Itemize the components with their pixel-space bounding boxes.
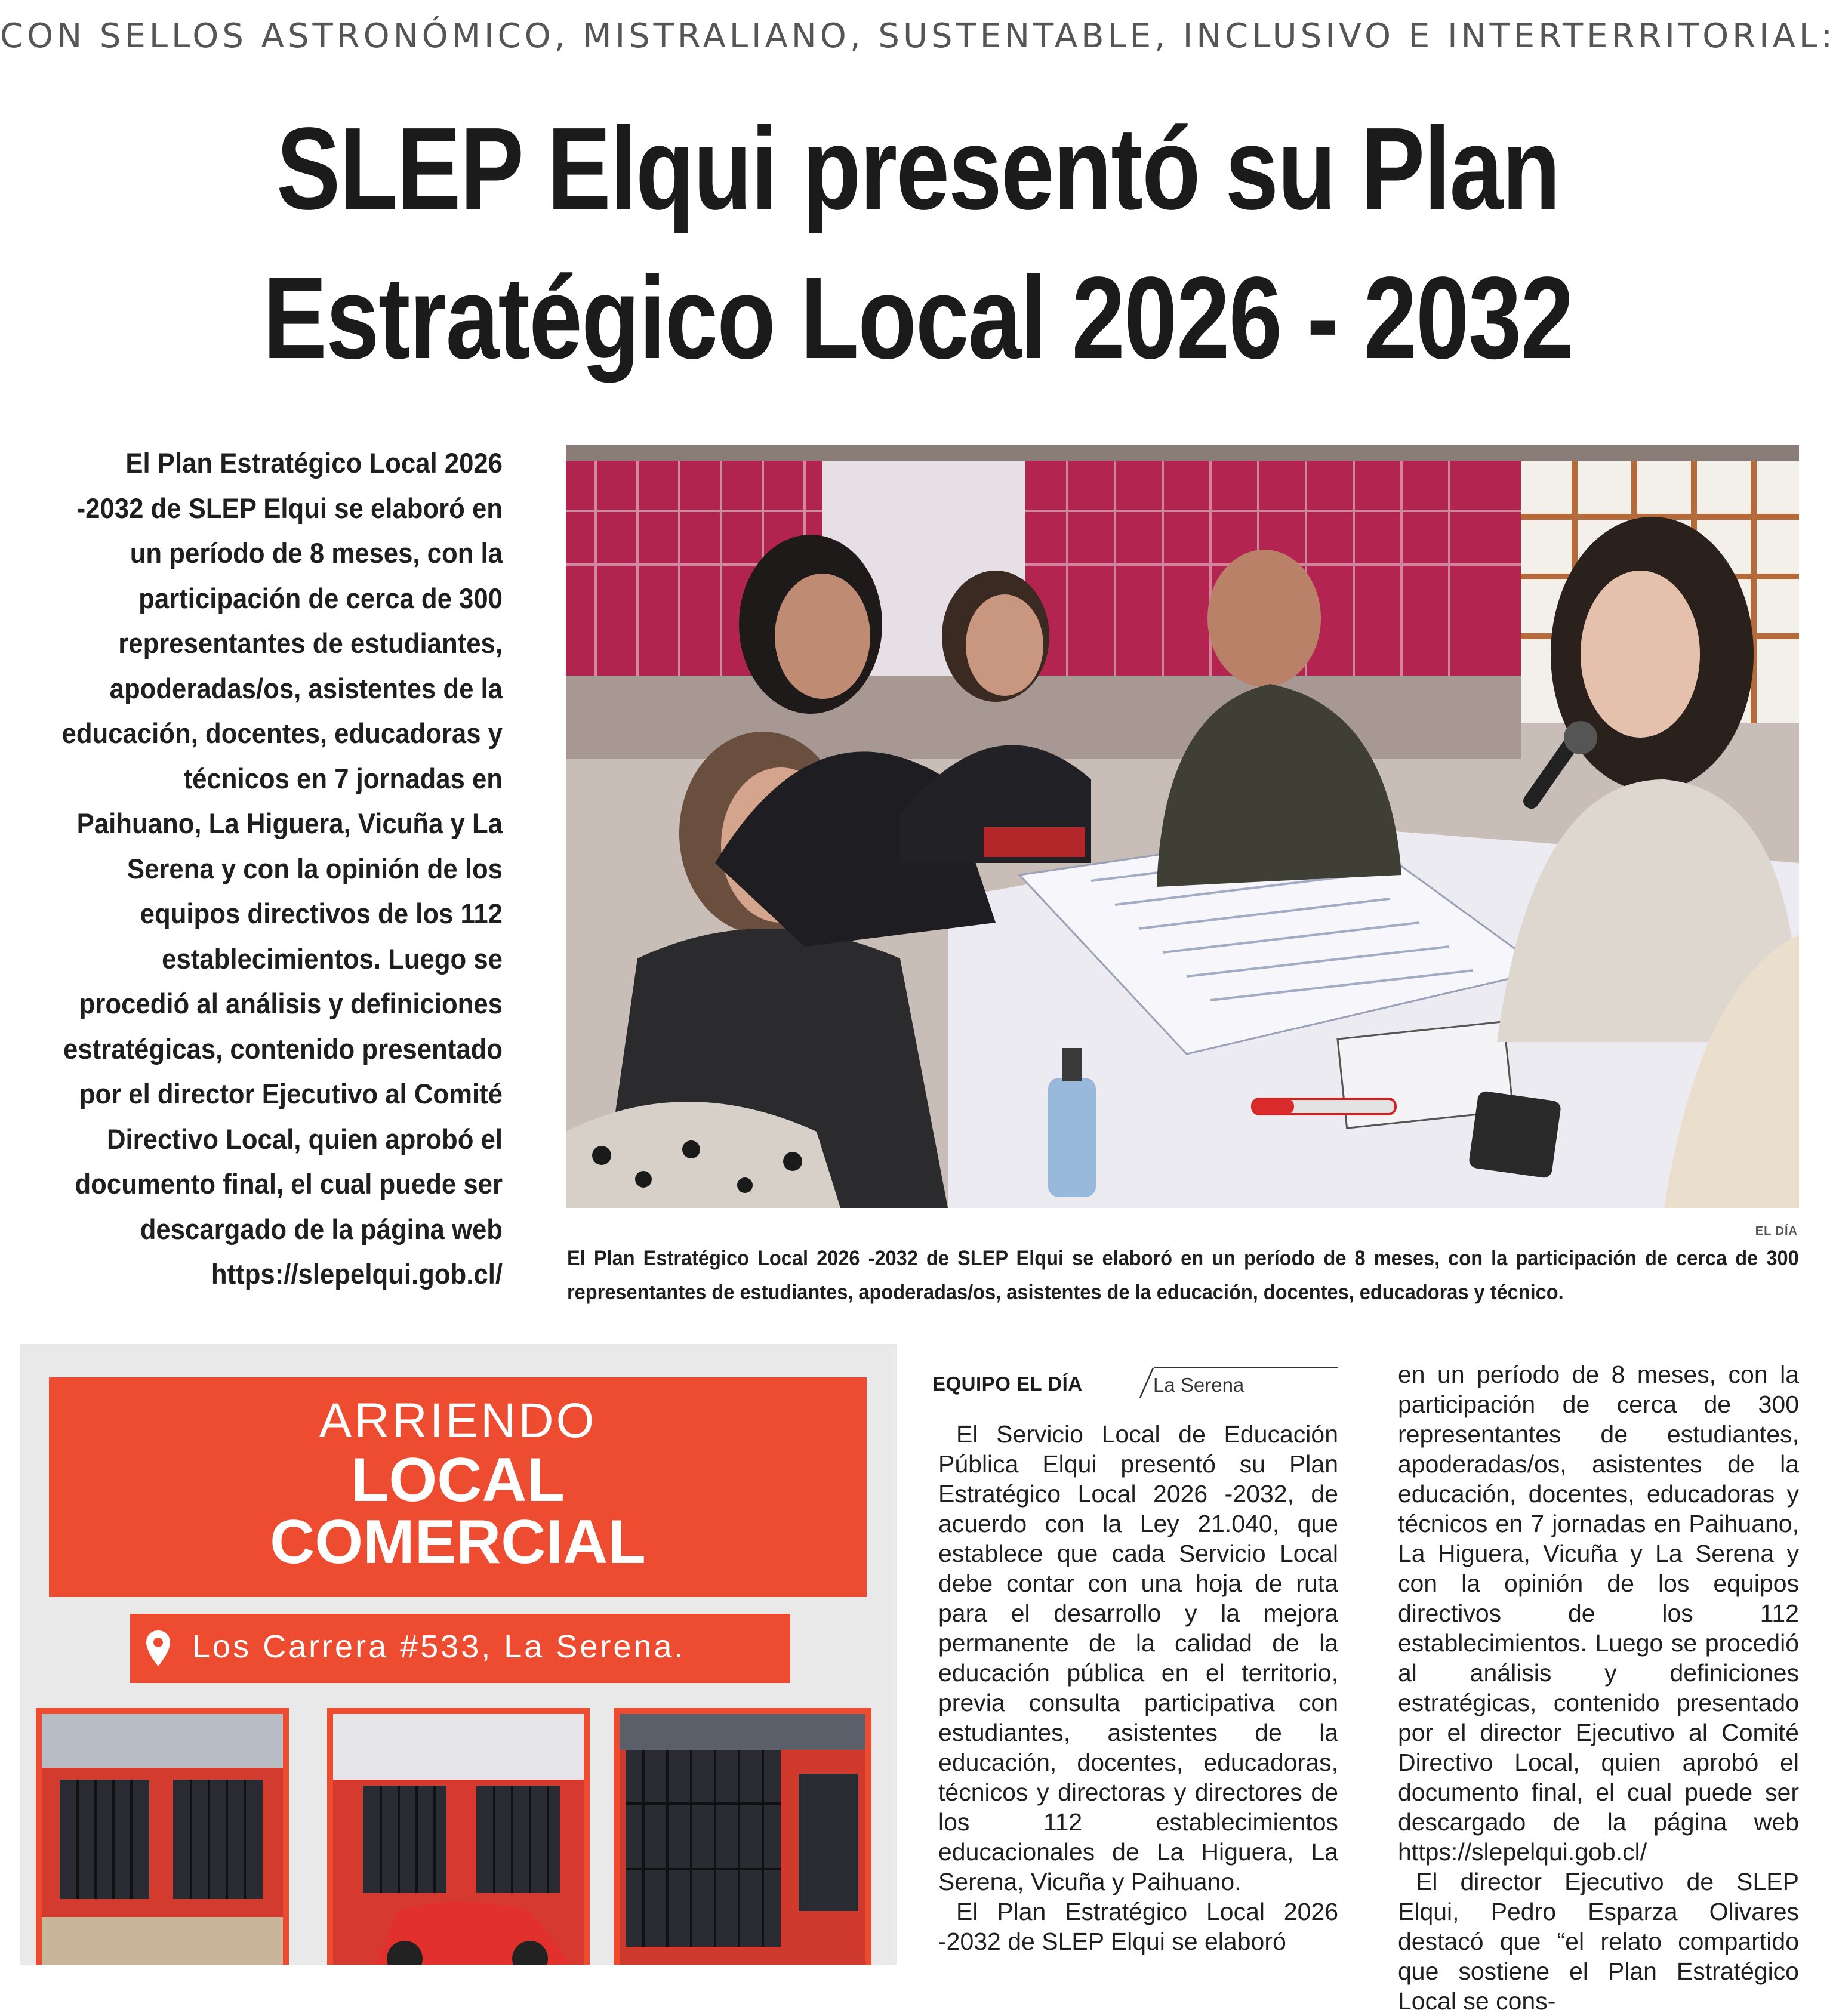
article-paragraph: en un período de 8 meses, con la participación de cerca de 300 representantes de estudiantes, apoderadas/os, asistentes de la educación, docentes, educadoras y técnicos en 7 jornadas en Paihuano, La Higuera, Vicuña y La Serena y con la opinión de los equipos directivos de los 112 establecimientos. Luego se procedió al análisis y definiciones estratégicas, contenido presentado por el director Ejecutivo al Comité Directivo Local, quien aprobó el documento final, el cual puede ser descargado de la página web https://slepelqui.gob.cl/ [1398, 1361, 1799, 1866]
article-column-1 [938, 1419, 1338, 1956]
lead-summary: El Plan Estratégico Local 2026 -2032 de SLEP Elqui se elaboró en un período de 8 meses, con la participación de cerca de 300 representantes de estudiantes, apoderadas/os, asistentes de la educación, docentes, educadoras y técnicos en 7 jornadas en Paihuano, La Higuera, Vicuña y La Serena y con la opinión de los equipos directivos de los 112 establecimientos. Luego se procedió al análisis y definiciones estratégicas, contenido presentado por el director Ejecutivo al Comité Directivo Local, quien aprobó el documento final, el cual puede ser descargado de la página web https://slepelqui.gob.cl/ [61, 447, 503, 1290]
main-photo [566, 445, 1799, 1208]
article-paragraph: El Plan Estratégico Local 2026 -2032 de SLEP Elqui se elaboró [938, 1898, 1338, 1955]
kicker: CON SELLOS ASTRONÓMICO, MISTRALIANO, SUSTENTABLE, INCLUSIVO E INTERTERRITORIAL: [0, 17, 1836, 56]
ad-banner [49, 1377, 867, 1597]
ad-address: Los Carrera #533, La Serena. [192, 1629, 686, 1664]
headline-line-2: Estratégico Local 2026 - 2032 [263, 252, 1573, 383]
ad-title-local: LOCAL [350, 1445, 565, 1515]
byline-author: EQUIPO EL DÍA [932, 1373, 1083, 1395]
byline-divider [1136, 1367, 1154, 1399]
storefront-photo [620, 1714, 865, 1965]
article-paragraph: El Servicio Local de Educación Pública Elqui presentó su Plan Estratégico Local 2026 -2032, de acuerdo con la Ley 21.040, que establece que cada Servicio Local debe contar con una hoja de ruta para el desarrollo y la mejora permanente de la calidad de la educación pública en el territorio, previa consulta participativa con estudiantes, asistentes de la educación, docentes, educadoras, técnicos y directoras y directores de los 112 establecimientos educacionales de La Higuera, La Serena, Vicuña y Paihuano. [938, 1420, 1338, 1895]
storefront-photo [333, 1714, 584, 1965]
headline-line-1: SLEP Elqui presentó su Plan [276, 103, 1560, 234]
photo-caption: El Plan Estratégico Local 2026 -2032 de SLEP Elqui se elaboró en un período de 8 meses, con la participación de cerca de 300 representantes de estudiantes, apoderadas/os, asistentes de la educación, docentes, educadoras y técnico. [567, 1247, 1799, 1304]
photo-credit: EL DÍA [1755, 1225, 1798, 1238]
storefront-photo [42, 1714, 283, 1965]
map-pin-icon [144, 1629, 172, 1667]
advertisement [20, 1344, 897, 1965]
ad-title-comercial: COMERCIAL [270, 1508, 646, 1577]
ad-title-arriendo: ARRIENDO [319, 1394, 597, 1448]
byline-rule [1154, 1367, 1338, 1368]
byline [932, 1367, 1338, 1399]
ad-photo-2 [327, 1708, 590, 1965]
meeting-photo-illustration [566, 445, 1799, 1208]
article-paragraph: El director Ejecutivo de SLEP Elqui, Pedro Esparza Olivares destacó que “el relato compartido que sostiene el Plan Estratégico Local se cons- [1398, 1868, 1799, 2015]
byline-place: La Serena [1153, 1374, 1244, 1396]
ad-photo-3 [614, 1708, 871, 1965]
ad-photo-1 [36, 1708, 289, 1965]
ad-address-box [130, 1614, 790, 1683]
article-column-2 [1398, 1360, 1799, 2016]
